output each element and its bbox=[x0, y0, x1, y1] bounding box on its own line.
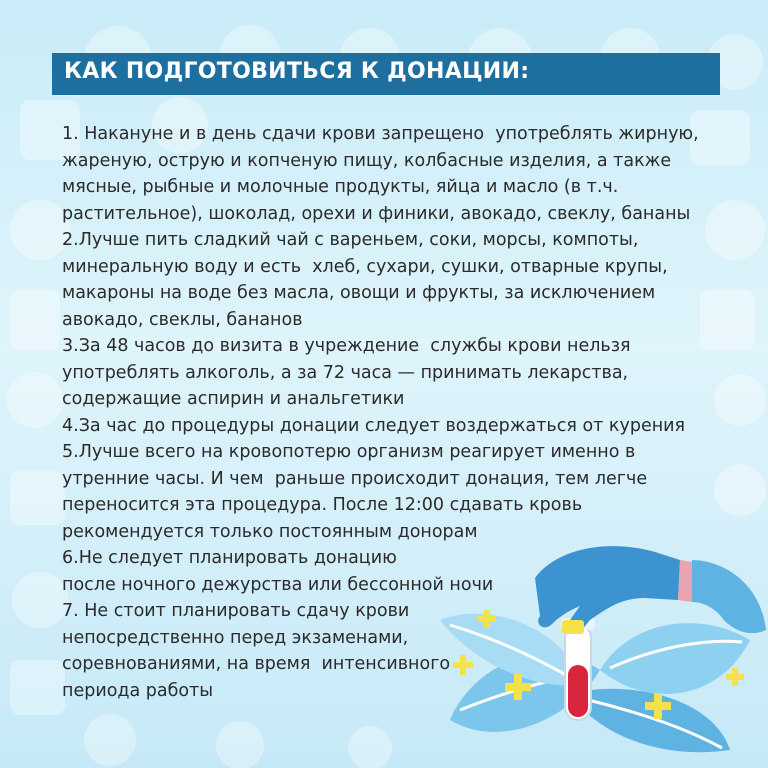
list-item: 1. Накануне и в день сдачи крови запрещено употреблять жирную, жареную, острую и копченую пищу, колбасные изделия, а также мясные, рыбные и молочные продукты, яйца и масло (в т.ч. растительное), шоколад, орехи и финики, авокадо, свеклу, бананы bbox=[62, 124, 699, 224]
list-item: 3.За 48 часов до визита в учреждение службы крови нельзя употреблять алкоголь, а за 72 часа — принимать лекарства, содержащие аспирин и анальгетики bbox=[62, 336, 631, 409]
list-item: 4.За час до процедуры донации следует воздержаться от курения bbox=[62, 415, 686, 436]
list-item: 7. Не стоит планировать сдачу крови непосредственно перед экзаменами, соревнованиями, на время интенсивного периода работы bbox=[62, 601, 451, 701]
list-item: 6.Не следует планировать донацию после ночного дежурства или бессонной ночи bbox=[62, 548, 494, 595]
list-item: 5.Лучше всего на кровопотерю организм реагирует именно в утренние часы. И чем раньше происходит донация, тем легче переносится эта процедура. После 12:00 сдавать кровь рекомендуется только постоянным донорам bbox=[62, 442, 648, 542]
donation-illustration bbox=[430, 520, 768, 768]
list-item: 2.Лучше пить сладкий чай с вареньем, соки, морсы, компоты, минеральную воду и есть хлеб, сухари, сушки, отварные крупы, макароны на воде без масла, овощи и фрукты, за исключением авокадо, свеклы, бананов bbox=[62, 230, 668, 330]
glove-hand-icon bbox=[535, 546, 766, 634]
leaf-icon bbox=[440, 614, 750, 752]
page-title: КАК ПОДГОТОВИТЬСЯ К ДОНАЦИИ: bbox=[52, 53, 720, 95]
